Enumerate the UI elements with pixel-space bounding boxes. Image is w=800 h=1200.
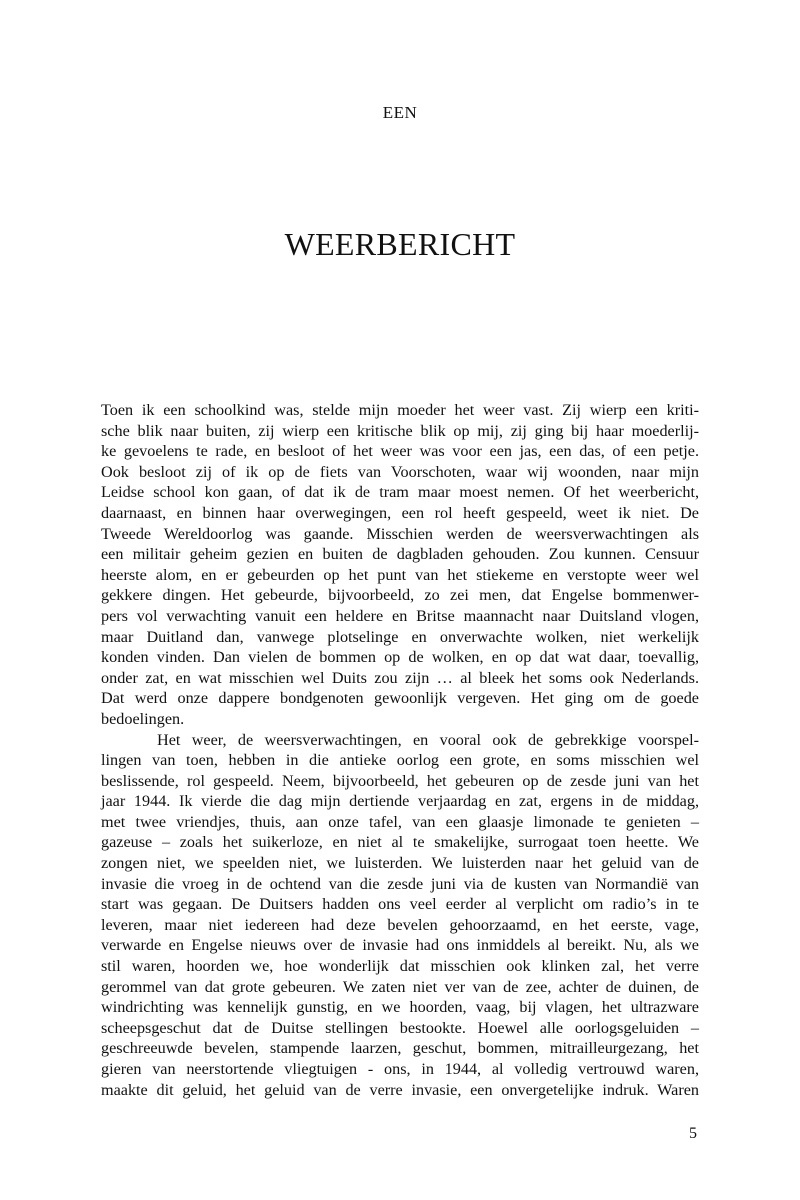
text-line: Het weer, de weersverwachtingen, en vooral ook de gebrekkige voorspel- [157,730,699,749]
text-line: stil waren, hoorden we, hoe wonderlijk dat misschien ook klinken zal, het verre [101,957,699,976]
text-line: lingen van toen, hebben in die antieke oorlog een grote, en soms misschien wel [101,751,699,770]
text-line: heerste alom, en er gebeurden op het punt van het stiekeme en verstopte weer wel [101,565,699,584]
text-line: Tweede Wereldoorlog was gaande. Misschien werden de weersverwachtingen als [101,524,699,543]
text-line: beslissende, rol gespeeld. Neem, bijvoorbeeld, het gebeuren op de zesde juni van het [101,771,699,790]
paragraph [101,730,699,1101]
text-line: daarnaast, en binnen haar overwegingen, een rol heeft gespeeld, weet ik niet. De [101,503,699,522]
text-line: Toen ik een schoolkind was, stelde mijn moeder het weer vast. Zij wierp een kriti- [101,401,699,419]
text-line: jaar 1944. Ik vierde die dag mijn dertiende verjaardag en zat, ergens in de middag, [101,792,699,811]
text-line: Leidse school kon gaan, of dat ik de tram maar moest nemen. Of het weerbericht, [101,483,699,502]
chapter-title: WEERBERICHT [284,226,516,262]
text-line: konden vinden. Dan vielen de bommen op de wolken, en op dat wat daar, toevallig, [101,648,699,667]
text-line: start was gegaan. De Duitsers hadden ons veel eerder al verplicht om radio’s in te [101,895,699,914]
text-line: onder zat, en wat misschien wel Duits zou zijn … al bleek het soms ook Nederlands. [101,668,699,687]
text-line: geschreeuwde bevelen, stampende laarzen, geschut, bommen, mitrailleurgezang, het [101,1039,699,1058]
text-line: gekkere dingen. Het gebeurde, bijvoorbeeld, zo zei men, dat Engelse bommenwer- [101,586,699,605]
text-line: gerommel van dat grote gebeuren. We zaten niet ver van de zee, achter de duinen, de [101,977,699,996]
text-line: pers vol verwachting vanuit een heldere en Britse maannacht naar Duitsland vlogen, [101,606,699,625]
text-line: Ook besloot zij of ik op de fiets van Voorschoten, waar wij woonden, naar mijn [101,462,699,481]
text-line: scheepsgeschut dat de Duitse stellingen bestookte. Hoewel alle oorlogsgeluiden – [101,1018,699,1037]
text-line: maakte dit geluid, het geluid van de verre invasie, een onvergetelijke indruk. Waren [101,1080,699,1099]
text-line: leveren, maar niet iedereen had deze bevelen gehoorzaamd, en het eerste, vage, [101,915,699,934]
text-line: bedoelingen. [101,709,185,728]
text-line: een militair geheim gezien en buiten de dagbladen gehouden. Zou kunnen. Censuur [101,545,699,564]
text-line: maar Duitland dan, vanwege plotselinge en onverwachte wolken, niet werkelijk [101,627,699,646]
page-number: 5 [689,1125,697,1142]
text-line: gieren van neerstortende vliegtuigen - ons, in 1944, al volledig vertrouwd waren, [101,1060,699,1078]
text-line: verwarde en Engelse nieuws over de invasie had ons inmiddels al bereikt. Nu, als we [101,936,699,955]
text-line: invasie die vroeg in de ochtend van die zesde juni via de kusten van Normandië van [101,874,699,893]
text-line: windrichting was kennelijk gunstig, en we hoorden, vaag, bij vlagen, het ultrazware [101,998,699,1017]
text-line: met twee vriendjes, thuis, aan onze tafel, van een glaasje limonade te genieten – [101,812,699,831]
text-line: sche blik naar buiten, zij wierp een kritische blik op mij, zij ging bij haar moederlij- [101,421,699,440]
paragraph [101,400,699,730]
body-text [101,400,699,1100]
text-line: Dat werd onze dappere bondgenoten gewoonlijk vergeven. Het ging om de goede [101,689,699,708]
text-line: ke gevoelens te rade, en besloot of het weer was voor een jas, een das, of een petje. [101,442,699,461]
chapter-number: EEN [382,103,418,122]
text-line: zongen niet, we speelden niet, we luisterden. We luisterden naar het geluid van de [101,854,699,873]
text-line: gazeuse – zoals het suikerloze, en niet al te smakelijke, surrogaat toen heette. We [101,833,699,852]
